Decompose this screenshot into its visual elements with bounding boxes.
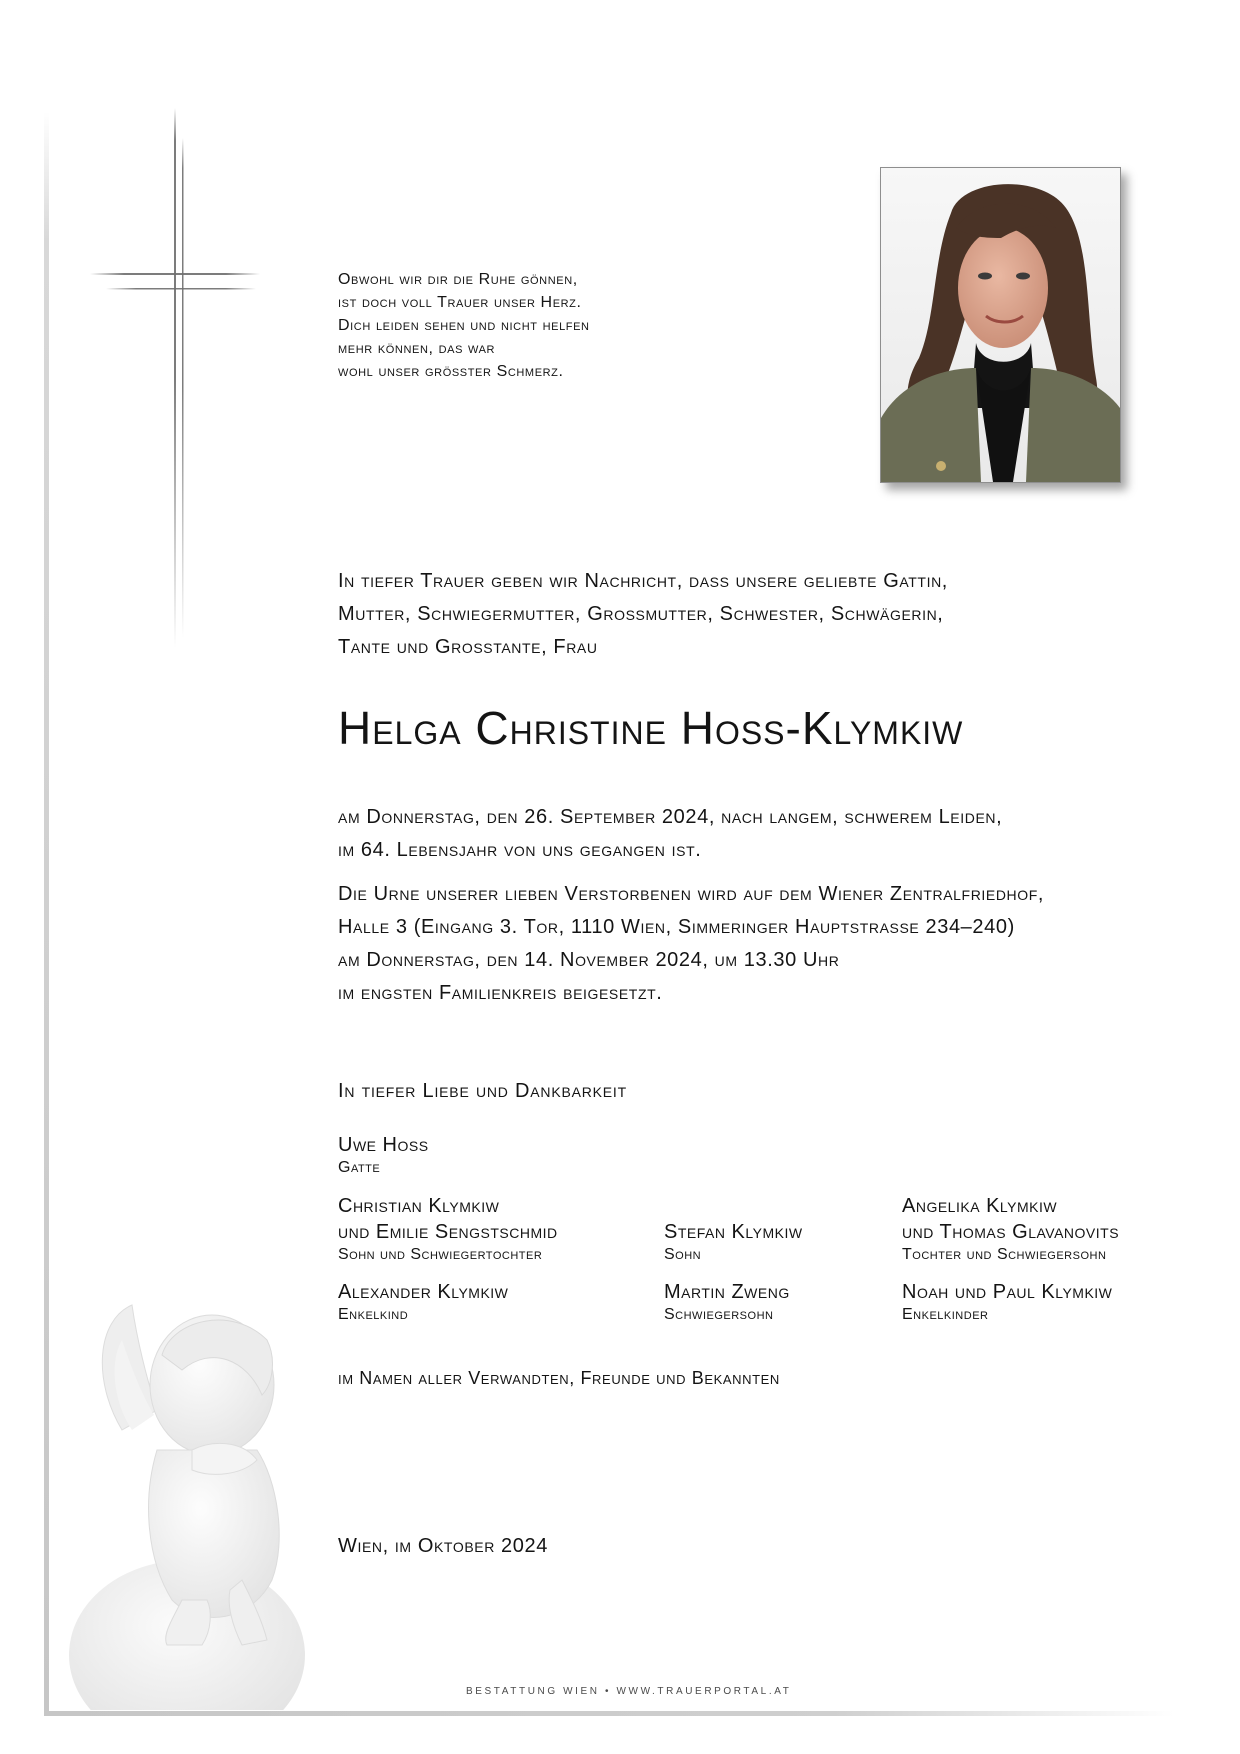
portrait-photo: [880, 167, 1121, 483]
burial-details: [338, 878, 1044, 1010]
angel-figure-image: [62, 1300, 312, 1710]
death-details: [338, 801, 1002, 867]
mourner-role: Sohn: [664, 1246, 702, 1263]
burial-line: Halle 3 (Eingang 3. Tor, 1110 Wien, Simmeringer Hauptstrasse 234–240): [338, 916, 1015, 938]
mourner-role: Gatte: [338, 1159, 381, 1176]
funeral-home-imprint: BESTATTUNG WIEN • WWW.TRAUERPORTAL.AT: [466, 1686, 792, 1697]
announcement-line: In tiefer Trauer geben wir Nachricht, dass unsere geliebte Gattin,: [338, 570, 948, 592]
place-and-date: Wien, im Oktober 2024: [338, 1535, 548, 1557]
mourner-christian: [338, 1193, 558, 1265]
mourner-role: Schwiegersohn: [664, 1306, 774, 1323]
burial-line: im engsten Familienkreis beigesetzt.: [338, 982, 663, 1004]
poem-line: ist doch voll Trauer unser Herz.: [338, 294, 582, 311]
mourner-name: Noah und Paul Klymkiw: [902, 1281, 1113, 1303]
mourner-martin: [664, 1279, 790, 1325]
cross-icon: [90, 108, 260, 648]
mourner-name: und Emilie Sengstschmid: [338, 1221, 558, 1243]
poem-line: mehr können, das war: [338, 340, 496, 357]
mourner-name: Uwe Hoss: [338, 1134, 429, 1156]
mourner-stefan: [664, 1219, 803, 1265]
deceased-name: Helga Christine Hoss-Klymkiw: [338, 702, 964, 754]
announcement-line: Mutter, Schwiegermutter, Grossmutter, Schwester, Schwägerin,: [338, 603, 944, 625]
mourner-alexander: [338, 1279, 508, 1325]
mourner-name: Stefan Klymkiw: [664, 1221, 803, 1243]
mourners-intro: In tiefer Liebe und Dankbarkeit: [338, 1080, 627, 1102]
poem-line: wohl unser grösster Schmerz.: [338, 363, 564, 380]
mourner-name: Martin Zweng: [664, 1281, 790, 1303]
mourner-role: Enkelkinder: [902, 1306, 989, 1323]
bottom-border-line: [44, 1711, 1174, 1716]
mourner-name: Christian Klymkiw: [338, 1195, 500, 1217]
mourner-role: Sohn und Schwiegertochter: [338, 1246, 543, 1263]
mourner-spouse: [338, 1132, 429, 1178]
announcement-line: Tante und Grosstante, Frau: [338, 636, 598, 658]
mourner-angelika: [902, 1193, 1119, 1265]
mourner-name: Alexander Klymkiw: [338, 1281, 509, 1303]
mourner-role: Enkelkind: [338, 1306, 409, 1323]
mourners-closing: im Namen aller Verwandten, Freunde und Bekannten: [338, 1368, 780, 1388]
death-line: am Donnerstag, den 26. September 2024, nach langem, schwerem Leiden,: [338, 806, 1003, 828]
burial-line: am Donnerstag, den 14. November 2024, um 13.30 Uhr: [338, 949, 840, 971]
death-announcement: [338, 565, 948, 664]
memorial-poem: [338, 268, 590, 383]
mourner-name: Angelika Klymkiw: [902, 1195, 1058, 1217]
poem-line: Obwohl wir dir die Ruhe gönnen,: [338, 271, 578, 288]
burial-line: Die Urne unserer lieben Verstorbenen wird auf dem Wiener Zentralfriedhof,: [338, 883, 1045, 905]
death-line: im 64. Lebensjahr von uns gegangen ist.: [338, 839, 702, 861]
left-border-line: [44, 112, 49, 1716]
mourner-role: Tochter und Schwiegersohn: [902, 1246, 1107, 1263]
poem-line: Dich leiden sehen und nicht helfen: [338, 317, 590, 334]
portrait-image: [881, 168, 1120, 482]
mourner-name: und Thomas Glavanovits: [902, 1221, 1120, 1243]
mourner-noah-paul: [902, 1279, 1112, 1325]
